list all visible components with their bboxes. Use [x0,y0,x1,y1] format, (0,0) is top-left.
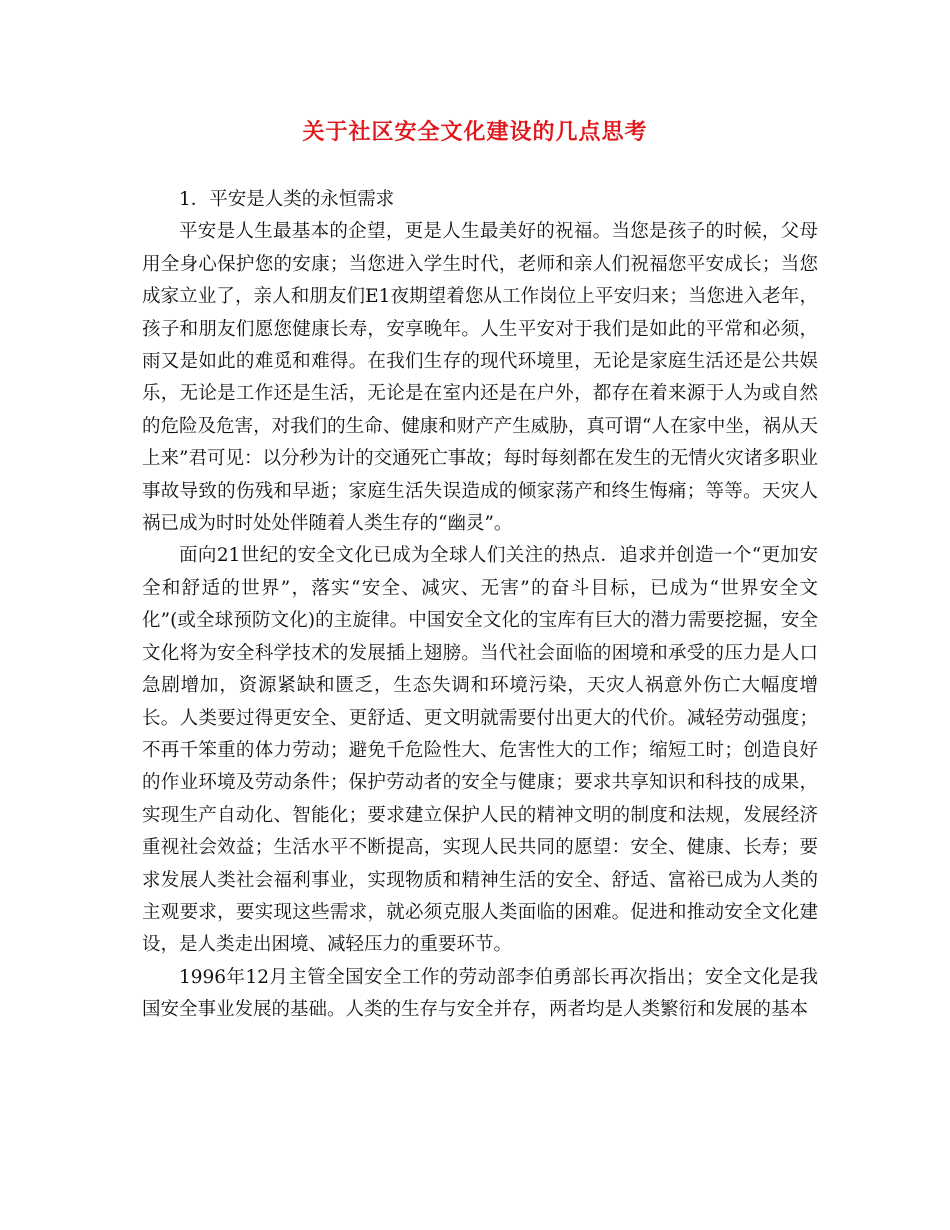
paragraph-2: 面向21世纪的安全文化已成为全球人们关注的热点．追求并创造一个“更加安全和舒适的世界”，落实“安全、减灾、无害”的奋斗目标，已成为“世界安全文化”(或全球预防文化)的主旋律。中国安全文化的宝库有巨大的潜力需要挖掘，安全文化将为安全科学技术的发展插上翅膀。当代社会面临的困境和承受的压力是人口急剧增加，资源紧缺和匮乏，生态失调和环境污染，天灾人祸意外伤亡大幅度增长。人类要过得更安全、更舒适、更文明就需要付出更大的代价。减轻劳动强度；不再千笨重的体力劳动；避免千危险性大、危害性大的工作；缩短工时；创造良好的作业环境及劳动条件；保护劳动者的安全与健康；要求共享知识和科技的成果，实现生产自动化、智能化；要求建立保护人民的精神文明的制度和法规，发展经济重视社会效益；生活水平不断提高，实现人民共同的愿望：安全、健康、长寿；要求发展人类社会福利事业，实现物质和精神生活的安全、舒适、富裕已成为人类的主观要求，要实现这些需求，就必须克服人类面临的困难。促进和推动安全文化建设，是人类走出困境、减轻压力的重要环节。 [142,545,818,956]
document-title: 关于社区安全文化建设的几点思考 [302,120,648,145]
section-heading: 1．平安是人类的永恒需求 [179,189,395,210]
paragraph-1: 平安是人生最基本的企望，更是人生最美好的祝福。当您是孩子的时候，父母用全身心保护您的安康；当您进入学生时代，老师和亲人们祝福您平安成长；当您成家立业了，亲人和朋友们E1夜期望着您从工作岗位上平安归来；当您进入老年，孩子和朋友们愿您健康长寿，安享晚年。人生平安对于我们是如此的平常和必须，雨又是如此的难觅和难得。在我们生存的现代环境里，无论是家庭生活还是公共娱乐，无论是工作还是生活，无论是在室内还是在户外，都存在着来源于人为或自然的危险及危害，对我们的生命、健康和财产产生威胁，真可谓“人在家中坐，祸从天上来”君可见：以分秒为计的交通死亡事故；每时每刻都在发生的无情火灾诸多职业事故导致的伤残和早逝；家庭生活失误造成的倾家荡产和终生悔痛；等等。天灾人祸已成为时时处处伴随着人类生存的“幽灵”。 [142,221,818,535]
document-body [142,184,818,1027]
paragraph-3: 1996年12月主管全国安全工作的劳动部李伯勇部长再次指出；安全文化是我国安全事业发展的基础。人类的生存与安全并存，两者均是人类繁衍和发展的基本 [142,966,818,1021]
